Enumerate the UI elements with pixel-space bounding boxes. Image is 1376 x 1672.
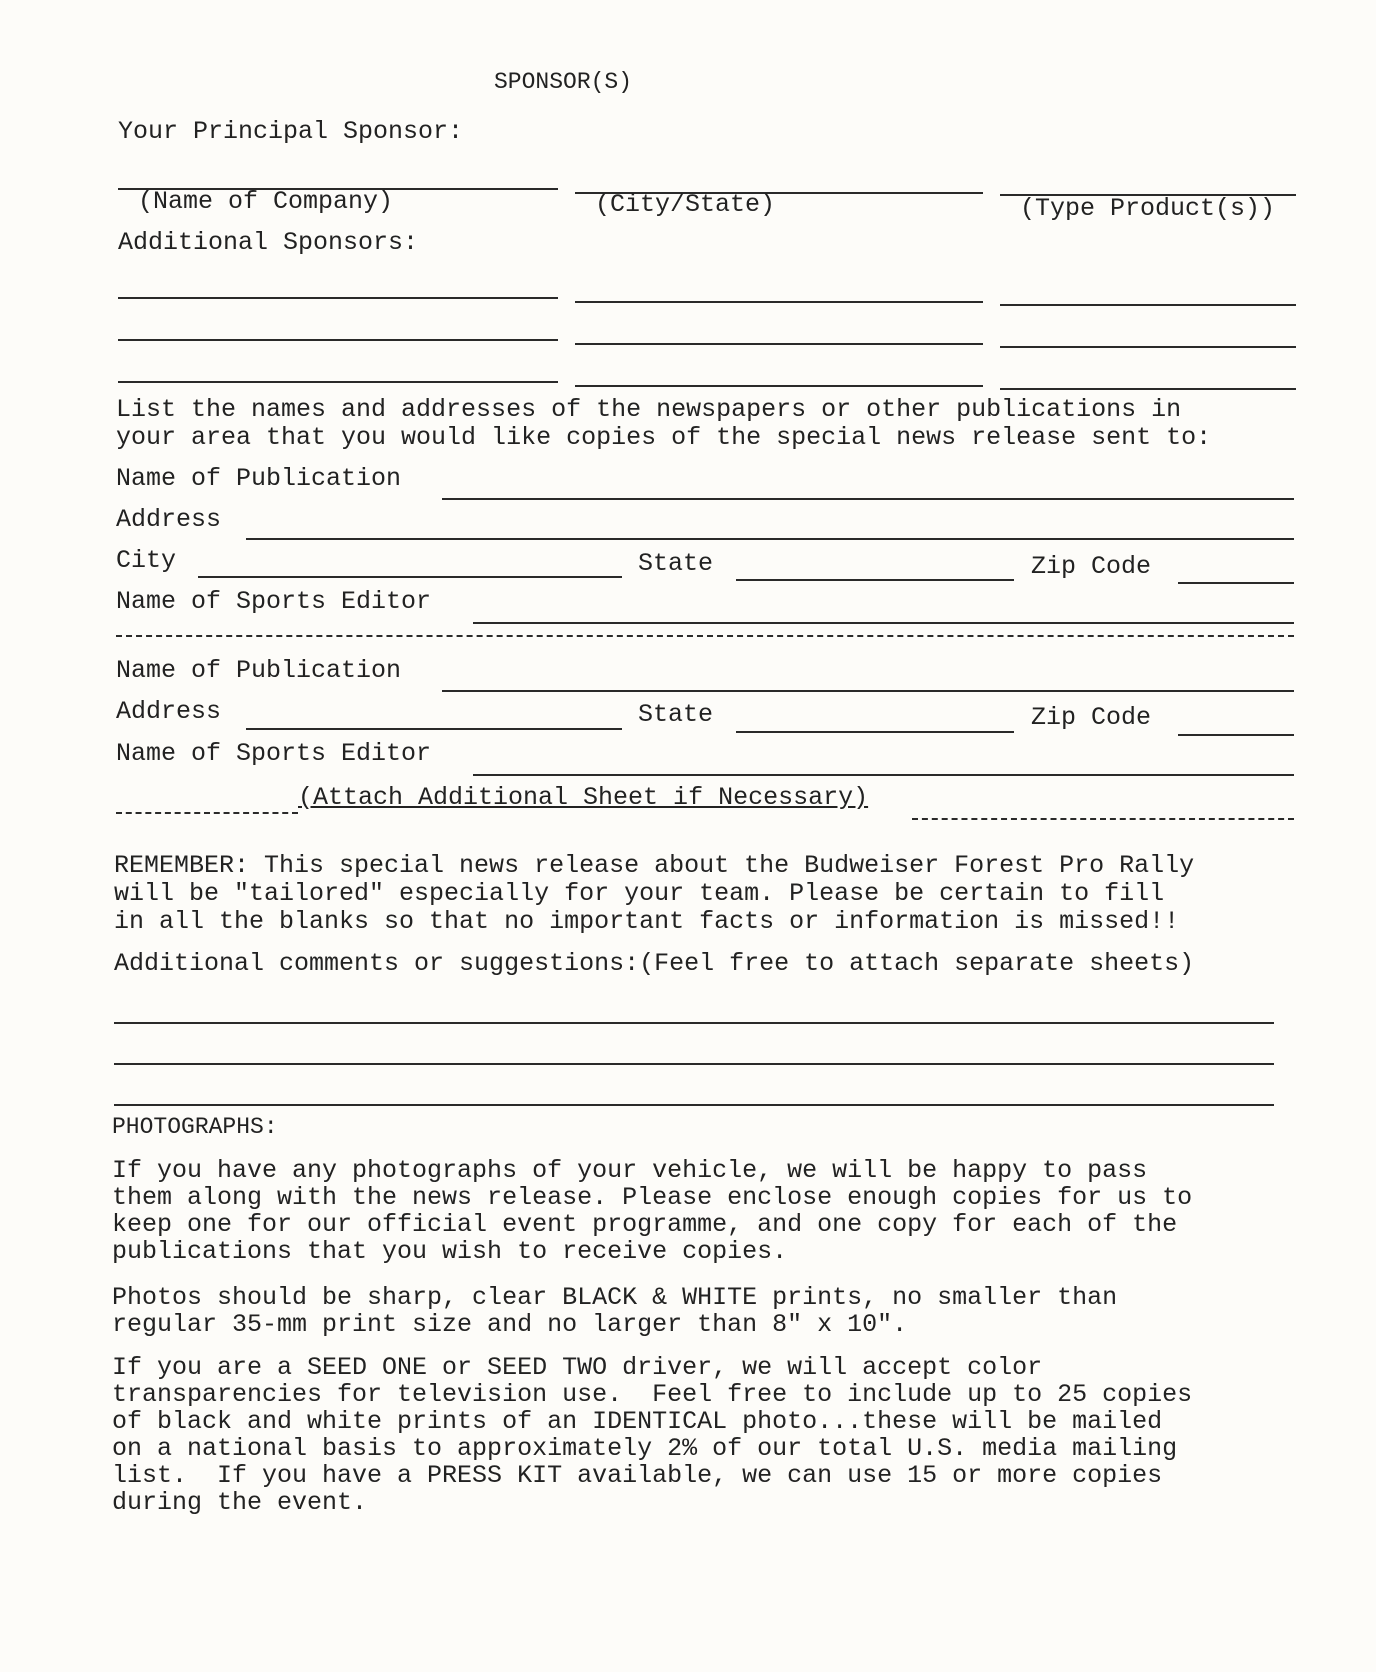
- photos-p3-line1: If you are a SEED ONE or SEED TWO driver, we will accept color: [112, 1353, 1043, 1382]
- address-field-1[interactable]: [246, 538, 1294, 540]
- photos-p3-line4: on a national basis to approximately 2% of our total U.S. media mailing: [112, 1434, 1178, 1463]
- photographs-heading: PHOTOGRAPHS:: [112, 1114, 278, 1140]
- photos-p2-line2: regular 35-mm print size and no larger than 8" x 10".: [112, 1310, 908, 1339]
- remember-line1: REMEMBER: This special news release about the Budweiser Forest Pro Rally: [114, 851, 1195, 880]
- publication-name-field-2[interactable]: [442, 690, 1294, 692]
- address-label-1: Address: [116, 505, 222, 534]
- state-label-2: State: [638, 700, 714, 729]
- additional-product-field-2[interactable]: [1000, 346, 1296, 348]
- sponsors-title: SPONSOR(S): [494, 69, 633, 95]
- zip-code-field-2[interactable]: [1178, 734, 1294, 736]
- publications-intro-line2: your area that you would like copies of the special news release sent to:: [116, 423, 1212, 452]
- photos-p1-line2: them along with the news release. Please enclose enough copies for us to: [112, 1183, 1193, 1212]
- remember-line3: in all the blanks so that no important facts or information is missed!!: [114, 907, 1180, 936]
- photos-p1-line3: keep one for our official event programme, and one copy for each of the: [112, 1210, 1178, 1239]
- zip-code-label-1: Zip Code: [1031, 552, 1152, 581]
- address-label-2: Address: [116, 697, 222, 726]
- attach-note-dash-right: [912, 818, 1294, 820]
- photos-p3-line3: of black and white prints of an IDENTICAL photo...these will be mailed: [112, 1407, 1163, 1436]
- state-field-1[interactable]: [736, 579, 1014, 581]
- section-divider-dashed: [116, 635, 1294, 637]
- principal-sponsor-label: Your Principal Sponsor:: [118, 117, 464, 146]
- sports-editor-field-1[interactable]: [473, 622, 1294, 624]
- publications-intro-line1: List the names and addresses of the newspapers or other publications in: [116, 395, 1182, 424]
- city-field[interactable]: [198, 576, 622, 578]
- attach-note: (Attach Additional Sheet if Necessary): [298, 783, 869, 812]
- additional-product-field-1[interactable]: [1000, 304, 1296, 306]
- comments-label: Additional comments or suggestions:(Feel free to attach separate sheets): [114, 949, 1195, 978]
- address-field-2[interactable]: [246, 728, 622, 730]
- sports-editor-field-2[interactable]: [473, 774, 1294, 776]
- city-label: City: [116, 546, 177, 575]
- photos-p3-line5: list. If you have a PRESS KIT available, we can use 15 or more copies: [112, 1461, 1163, 1490]
- additional-city-field-1[interactable]: [575, 301, 983, 303]
- additional-company-field-2[interactable]: [118, 339, 558, 341]
- zip-code-label-2: Zip Code: [1031, 703, 1152, 732]
- company-caption: (Name of Company): [138, 187, 394, 216]
- zip-code-field-1[interactable]: [1178, 582, 1294, 584]
- additional-city-field-2[interactable]: [575, 343, 983, 345]
- photos-p1-line4: publications that you wish to receive copies.: [112, 1237, 788, 1266]
- sports-editor-label-1: Name of Sports Editor: [116, 587, 432, 616]
- attach-note-dash-left: [116, 812, 298, 814]
- additional-product-field-3[interactable]: [1000, 388, 1296, 390]
- additional-city-field-3[interactable]: [575, 385, 983, 387]
- state-field-2[interactable]: [736, 731, 1014, 733]
- comments-line-2[interactable]: [114, 1063, 1274, 1065]
- comments-line-1[interactable]: [114, 1022, 1274, 1024]
- photos-p2-line1: Photos should be sharp, clear BLACK & WHITE prints, no smaller than: [112, 1283, 1118, 1312]
- publication-name-field-1[interactable]: [442, 498, 1294, 500]
- additional-company-field-1[interactable]: [118, 297, 558, 299]
- comments-line-3[interactable]: [114, 1104, 1274, 1106]
- photos-p3-line2: transparencies for television use. Feel free to include up to 25 copies: [112, 1380, 1193, 1409]
- sports-editor-label-2: Name of Sports Editor: [116, 739, 432, 768]
- publication-name-label-1: Name of Publication: [116, 464, 402, 493]
- remember-line2: will be "tailored" especially for your team. Please be certain to fill: [114, 879, 1165, 908]
- photos-p3-line6: during the event.: [112, 1488, 368, 1517]
- publication-name-label-2: Name of Publication: [116, 656, 402, 685]
- city-state-caption: (City/State): [595, 190, 776, 219]
- state-label-1: State: [638, 549, 714, 578]
- additional-sponsors-label: Additional Sponsors:: [118, 228, 419, 257]
- photos-p1-line1: If you have any photographs of your vehicle, we will be happy to pass: [112, 1156, 1148, 1185]
- product-caption: (Type Product(s)): [1020, 194, 1276, 223]
- additional-company-field-3[interactable]: [118, 381, 558, 383]
